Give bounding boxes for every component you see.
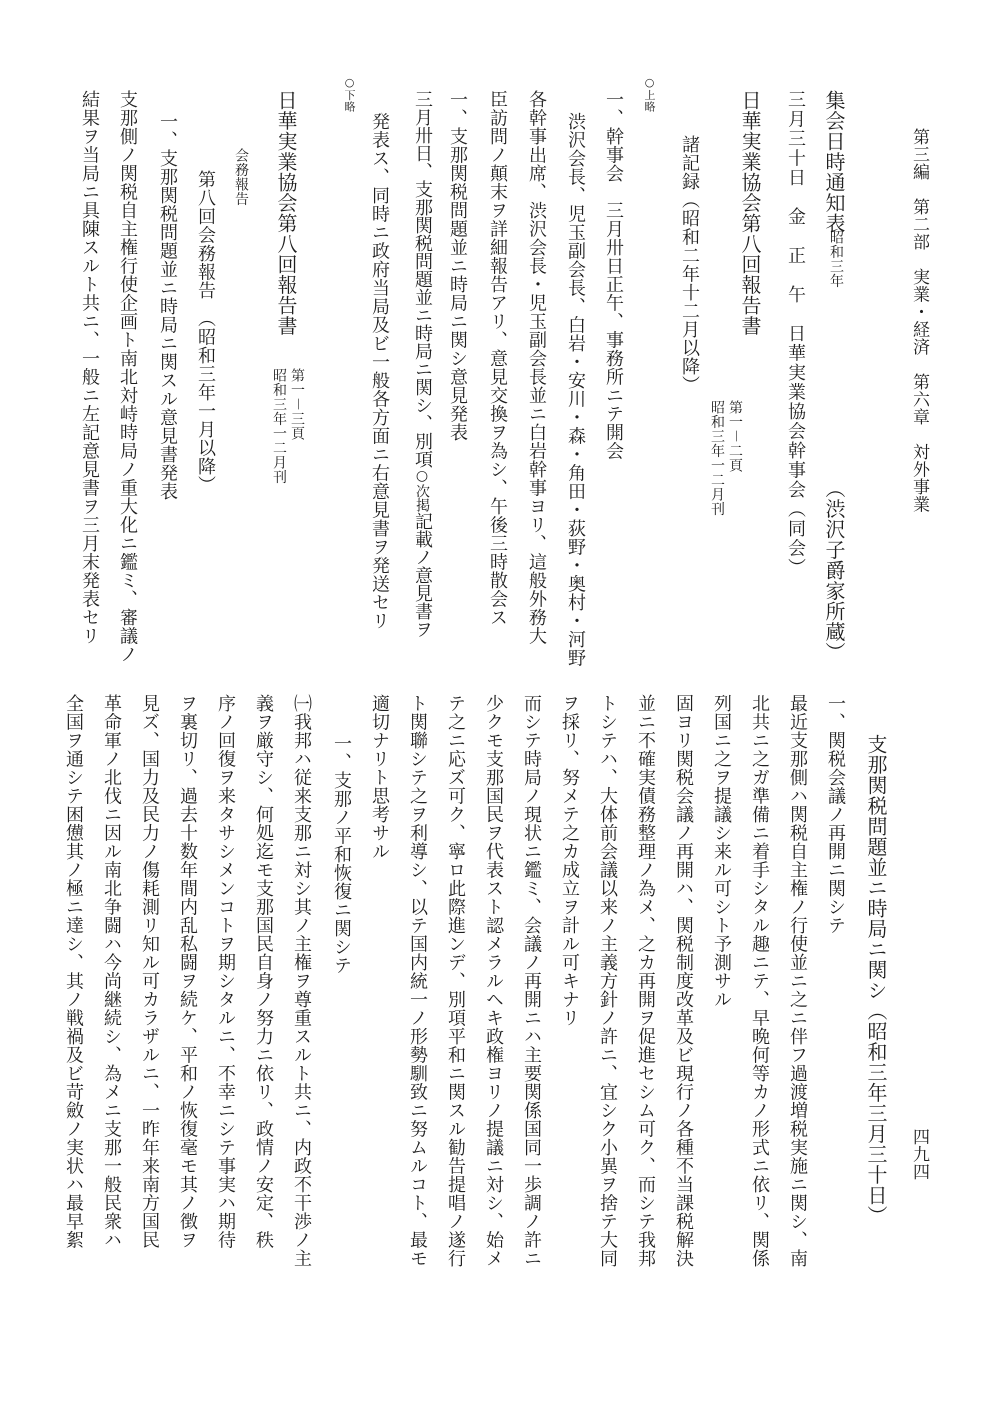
opinion-line-1a: 三月卅日、支那関税問題並ニ時局ニ関シ、別項 xyxy=(412,90,433,468)
report8-sub-1: 会務報告 xyxy=(233,148,249,206)
section2-line-1: ㈠我邦ハ従来支那ニ対シ其ノ主権ヲ尊重スルト共ニ、内政不干渉ノ主 xyxy=(291,694,312,1268)
page-number: 四九四 xyxy=(909,1128,929,1181)
report-ref-date: 昭和三年一二月刊 xyxy=(709,400,725,516)
section1-line-10: テ之ニ応ズ可ク、寧ロ此際進ンデ、別項平和ニ関スル勧告提唱ノ遂行 xyxy=(445,694,466,1268)
section1-line-11: ト関聯シテ之ヲ利導シ、以テ国内統一ノ形勢馴致ニ努ムルコト、最モ xyxy=(407,694,428,1268)
opinion-line-2: 発表ス、同時ニ政府当局及ビ一般各方面ニ右意見書ヲ発送セリ xyxy=(369,112,390,630)
meeting-heading: 一、幹事会 三月卅日正午、事務所ニテ開会 xyxy=(603,90,624,460)
section2-line-6: 革命軍ノ北伐ニ因ル南北争闘ハ今尚継続シ、為メニ支那一般民衆ハ xyxy=(101,694,122,1249)
meeting-line-3: 臣訪問ノ顛末ヲ詳細報告アリ、意見交換ヲ為シ、午後三時散会ス xyxy=(487,90,508,627)
section1-line-1: 最近支那側ハ関税自主権ノ行使並ニ之ニ伴フ過渡増税実施ニ関シ、南 xyxy=(787,694,808,1268)
report8-sub-2: 第八回会務報告 （昭和三年一月以降） xyxy=(195,170,216,494)
section1-line-8: 而シテ時局ノ現状ニ鑑ミ、会議ノ再開ニハ主要関係国同一歩調ノ許ニ xyxy=(521,694,542,1268)
report8-line-1: 支那側ノ関税自主権行使企画ト南北対峙時局ノ重大化ニ鑑ミ、審議ノ xyxy=(117,90,138,664)
section2-heading: 一、支那ノ平和恢復ニ関シテ xyxy=(331,734,352,975)
omit-top-mark: ○上略 xyxy=(643,76,656,113)
opinion-line-1 xyxy=(409,90,435,638)
section1-heading: 一、関税会議ノ再開ニ関シテ xyxy=(825,694,846,935)
omit-bottom-mark: ○下略 xyxy=(343,76,356,113)
opinion-heading: 一、支那関税問題並ニ時局ニ関シ意見発表 xyxy=(447,90,468,442)
report8-item: 一、支那関税問題並ニ時局ニ関スル意見書発表 xyxy=(157,112,178,501)
section2-line-7: 全国ヲ通シテ困憊其ノ極ニ達シ、其ノ戦禍及ビ苛斂ノ実状ハ最早絮 xyxy=(63,694,84,1249)
section2-line-4: ヲ裏切リ、過去十数年間内乱私闘ヲ続ケ、平和ノ恢復毫モ其ノ徴ヲ xyxy=(177,694,198,1249)
report8-line-2: 結果ヲ当局ニ具陳スルト共ニ、一般ニ左記意見書ヲ三月末発表セリ xyxy=(79,90,100,645)
report-title: 日華実業協会第八回報告書 xyxy=(738,90,762,336)
section1-line-2: 北共ニ之ガ準備ニ着手シタル趣ニテ、早晩何等カノ形式ニ依リ、関係 xyxy=(749,694,770,1268)
section2-line-3: 序ノ回復ヲ来タサシメンコトヲ期シタルニ、不幸ニシテ事実ハ期待 xyxy=(215,694,236,1249)
report-subtitle: 諸記録（昭和二年十二月以降） xyxy=(679,135,700,394)
section1-line-6: トシテハ、大体前会議以来ノ主義方針ノ許ニ、宜シク小異ヲ捨テ大同 xyxy=(597,694,618,1268)
meeting-line-2: 各幹事出席、渋沢会長・児玉副会長並ニ白岩幹事ヨリ、這般外務大 xyxy=(526,90,547,645)
notice-title: 集会日時通知表 xyxy=(822,90,846,234)
section1-line-5: 並ニ不確実債務整理ノ為メ、之カ再開ヲ促進セシム可ク、而シテ我邦 xyxy=(635,694,656,1268)
running-header: 第三編 第二部 実業・経済 第六章 対外事業 xyxy=(909,128,929,513)
article-title: 支那関税問題並ニ時局ニ関シ（昭和三年三月三十日） xyxy=(864,734,888,1226)
section2-line-5: 見ズ、国力及民力ノ傷耗測リ知ル可カラザルニ、一昨年来南方国民 xyxy=(139,694,160,1249)
section2-line-2: 義ヲ厳守シ、何処迄モ支那国民自身ノ努力ニ依リ、政情ノ安定、秩 xyxy=(253,694,274,1249)
notice-entry: 三月三十日 金 正 午 日華実業協会幹事会（同会） xyxy=(785,90,806,578)
notice-era: 昭和三年 xyxy=(828,230,844,288)
section1-line-7: ヲ採リ、努メテ之カ成立ヲ計ル可キナリ xyxy=(559,694,580,1027)
notice-source: （渋沢子爵家所蔵） xyxy=(822,478,846,663)
report8-ref-page: 第一－三頁 xyxy=(289,368,305,441)
section1-line-4: 固ヨリ関税会議ノ再開ハ、関税制度改革及ビ現行ノ各種不当課税解決 xyxy=(673,694,694,1268)
opinion-note-bottom: 掲 xyxy=(414,498,430,512)
report8-ref-date: 昭和三年一二月刊 xyxy=(271,368,287,484)
report8-title: 日華実業協会第八回報告書 xyxy=(274,90,298,336)
meeting-line-1: 渋沢会長、児玉副会長、白岩・安川・森・角田・荻野・奥村・河野 xyxy=(565,112,586,667)
section1-line-9: 少クモ支那国民ヲ代表スト認メラルヘキ政権ヨリノ提議ニ対シ、始メ xyxy=(483,694,504,1268)
section1-line-12: 適切ナリト思考サル xyxy=(369,694,390,861)
section1-line-3: 列国ニ之ヲ提議シ来ル可シト予測サル xyxy=(711,694,732,1009)
opinion-line-1b: 記載ノ意見書ヲ xyxy=(412,512,433,638)
opinion-note-top: ○次 xyxy=(414,468,430,498)
report-ref-page: 第一－二頁 xyxy=(727,400,743,473)
